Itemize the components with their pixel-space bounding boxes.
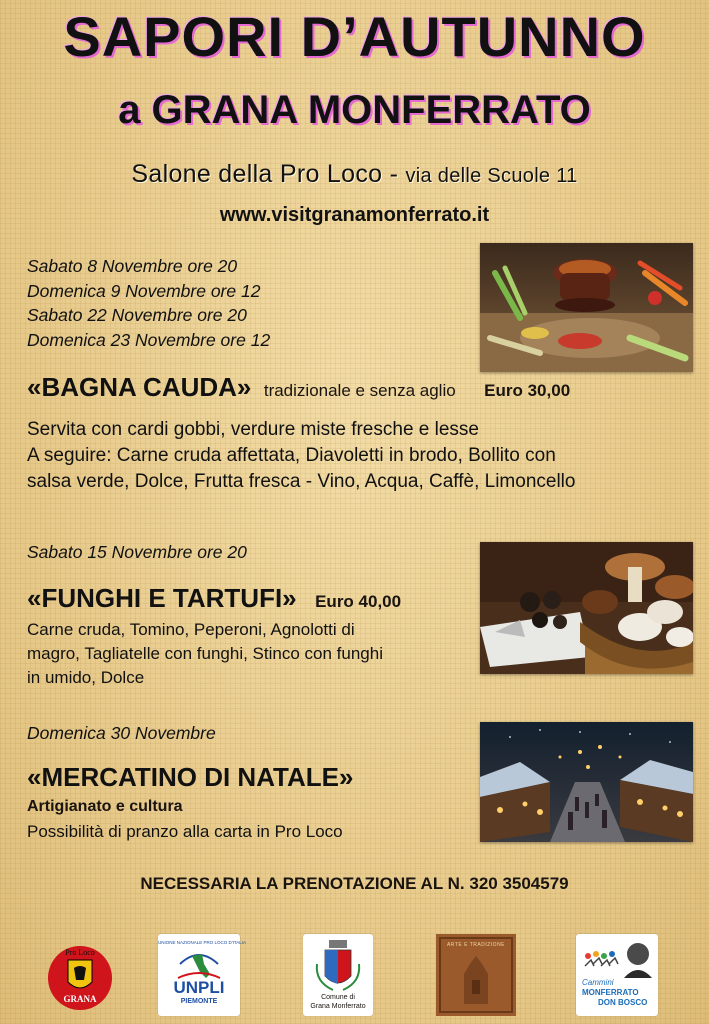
- website-link[interactable]: www.visitgranamonferrato.it: [219, 204, 490, 226]
- date-line: Sabato 22 Novembre ore 20: [27, 305, 247, 325]
- funghi-image: [480, 542, 693, 674]
- funghi-date: Sabato 15 Novembre ore 20: [27, 542, 247, 562]
- menu-line: Carne cruda, Tomino, Peperoni, Agnolotti di: [27, 620, 355, 639]
- funghi-photo: [480, 542, 693, 674]
- mercatino-note: Possibilità di pranzo alla carta in Pro Loco: [27, 822, 343, 841]
- mercatino-title: «MERCATINO DI NATALE»: [27, 762, 354, 792]
- bagna-cauda-heading: [27, 372, 570, 403]
- booking-notice: NECESSARIA LA PRENOTAZIONE AL N. 320 3504579: [140, 874, 569, 893]
- bagna-cauda-menu: [27, 417, 575, 495]
- comune-caption-line2: Grana Monferrato: [310, 1003, 366, 1010]
- cammini-line2: MONFERRATO: [582, 988, 639, 997]
- bagna-cauda-subtitle: tradizionale e senza aglio: [263, 381, 456, 400]
- menu-line: A seguire: Carne cruda affettata, Diavoletti in brodo, Bollito con: [27, 445, 556, 466]
- mercatino-date: Domenica 30 Novembre: [27, 723, 216, 743]
- proloco-logo: [44, 938, 116, 1014]
- menu-line: Servita con cardi gobbi, verdure miste fresche e lesse: [27, 419, 479, 440]
- bagna-cauda-title: «BAGNA CAUDA»: [27, 372, 252, 402]
- bagna-cauda-dates: [27, 254, 270, 352]
- menu-line: salsa verde, Dolce, Frutta fresca - Vino, Acqua, Caffè, Limoncello: [27, 471, 576, 492]
- mercatino-image: [480, 722, 693, 842]
- cammini-logo: [576, 934, 658, 1016]
- mercatino-subtitle: Artigianato e cultura: [27, 798, 183, 815]
- comune-logo: [303, 934, 373, 1016]
- venue-address: via delle Scuole 11: [405, 165, 578, 187]
- arte-tradizione-text: ARTE E TRADIZIONE: [446, 942, 506, 948]
- funghi-heading: [27, 583, 401, 614]
- venue-name: Salone della Pro Loco -: [131, 160, 406, 188]
- funghi-price: Euro 40,00: [315, 592, 402, 611]
- date-line: Sabato 8 Novembre ore 20: [27, 256, 238, 276]
- funghi-menu: [27, 618, 383, 690]
- mercatino-photo: [480, 722, 693, 842]
- poster-subtitle: a GRANA MONFERRATO: [118, 88, 591, 132]
- unpli-logo: [158, 934, 247, 1016]
- comune-caption-line1: Comune di: [321, 994, 355, 1001]
- bagna-cauda-photo: [480, 243, 693, 372]
- bagna-cauda-image: [480, 243, 693, 372]
- venue: [0, 160, 709, 189]
- proloco-top-text: Pro Loco: [65, 948, 95, 957]
- menu-line: magro, Tagliatelle con funghi, Stinco con funghi: [27, 644, 383, 663]
- unpli-sub-text: PIEMONTE: [180, 998, 218, 1005]
- cammini-line1: Cammini: [582, 978, 614, 987]
- menu-line: in umido, Dolce: [27, 668, 145, 687]
- date-line: Domenica 9 Novembre ore 12: [27, 280, 261, 301]
- arte-tradizione-logo: [436, 934, 516, 1016]
- unpli-main-text: UNPLI: [173, 978, 225, 997]
- poster-title: SAPORI D’AUTUNNO: [63, 5, 646, 68]
- bagna-cauda-price: Euro 30,00: [484, 381, 571, 400]
- cammini-line3: DON BOSCO: [598, 998, 648, 1007]
- funghi-title: «FUNGHI E TARTUFI»: [27, 583, 297, 613]
- date-line: Domenica 23 Novembre ore 12: [27, 329, 271, 350]
- proloco-bottom-text: GRANA: [63, 994, 97, 1004]
- unpli-arc-text: UNIONE NAZIONALE PRO LOCO D'ITALIA: [158, 940, 247, 945]
